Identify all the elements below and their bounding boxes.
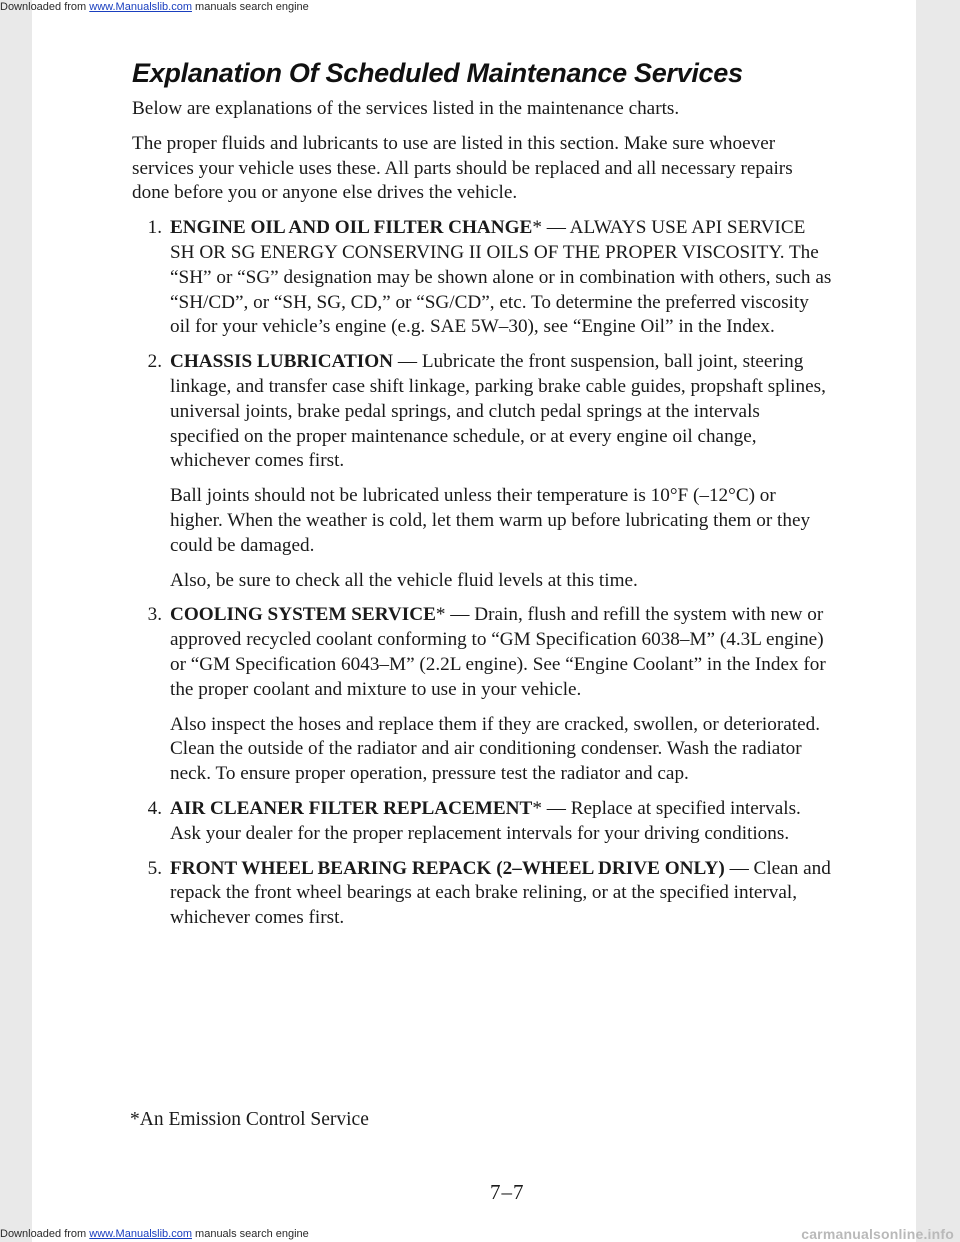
page-title: Explanation Of Scheduled Maintenance Services: [132, 58, 743, 88]
item-note: Also inspect the hoses and replace them if they are cracked, swollen, or deteriorated. Clean the outside of the radiator and air conditioning condenser. Wash the radiator neck. To ensure proper operation, pressure test the radiator and cap.: [170, 713, 820, 785]
service-item-cooling-system: [132, 603, 832, 787]
item-text: — ALWAYS USE API SERVICE SH OR SG ENERGY CONSERVING II OILS OF THE PROPER VISCOSITY. The “SH” or “SG” designation may be shown alone or in combination with others, such as “SH/CD”, or “SH, SG, CD,” or “SG/CD”, etc. To determine the preferred viscosity oil for your vehicle’s engine (e.g. SAE 5W–30), see “Engine Oil” in the Index.: [170, 217, 832, 338]
right-margin-band: [916, 0, 960, 1242]
item-note: Also, be sure to check all the vehicle fluid levels at this time.: [170, 569, 638, 591]
item-number: 5.: [147, 857, 162, 879]
service-item-wheel-bearing: [132, 857, 832, 931]
site-watermark: carmanualsonline.info: [801, 1226, 954, 1242]
page-content: [132, 58, 832, 941]
service-item-air-cleaner: [132, 797, 832, 847]
manualslib-link[interactable]: www.Manualslib.com: [89, 1228, 192, 1240]
item-note: Ball joints should not be lubricated unless their temperature is 10°F (–12°C) or higher. When the weather is cold, let them warm up before lubricating them or they could be damaged.: [170, 485, 811, 556]
item-number: 2.: [147, 351, 162, 373]
emission-star: *: [532, 797, 542, 819]
item-text: — Lubricate the front suspension, ball joint, steering linkage, and transfer case shift linkage, parking brake cable guides, propshaft splines, universal joints, brake pedal springs, and clutch pedal springs at the intervals specified on the proper maintenance schedule, or at every engine oil change, whichever comes first.: [170, 351, 826, 472]
item-term: AIR CLEANER FILTER REPLACEMENT: [170, 797, 533, 819]
item-number: 4.: [147, 797, 162, 819]
item-body: [170, 216, 832, 340]
item-term: FRONT WHEEL BEARING REPACK (2–WHEEL DRIVE ONLY): [170, 857, 725, 879]
item-number: 3.: [147, 604, 162, 626]
emission-star: *: [435, 604, 446, 626]
item-term: COOLING SYSTEM SERVICE: [170, 604, 436, 626]
emission-star: *: [532, 217, 542, 239]
item-text: — Replace at specified intervals. Ask your dealer for the proper replacement intervals for your driving conditions.: [170, 797, 801, 844]
page-number: 7–7: [490, 1180, 525, 1204]
item-text: — Clean and repack the front wheel bearings at each brake relining, or at the specified interval, whichever comes first.: [170, 857, 831, 929]
item-body: [170, 857, 832, 931]
item-text: — Drain, flush and refill the system with new or approved recycled coolant conforming to “GM Specification 6038–M” (4.3L engine) or “GM Specification 6043–M” (2.2L engine). See “Engine Coolant” in the Index for the proper coolant and mixture to use in your vehicle.: [170, 604, 826, 700]
intro-paragraph-1: Below are explanations of the services listed in the maintenance charts.: [132, 98, 680, 119]
service-list: [132, 216, 832, 931]
item-body: [170, 603, 832, 702]
item-body: [170, 797, 832, 847]
manualslib-link[interactable]: www.Manualslib.com: [89, 1, 192, 13]
service-item-chassis-lubrication: [132, 350, 832, 593]
item-term: CHASSIS LUBRICATION: [170, 351, 394, 373]
item-body: [170, 350, 832, 474]
intro-paragraph-2: The proper fluids and lubricants to use are listed in this section. Make sure whoever services your vehicle uses these. All parts should be replaced and all necessary repairs done before you or anyone else drives the vehicle.: [132, 132, 793, 204]
item-number: 1.: [147, 217, 162, 239]
top-banner: Downloaded from www.Manualslib.com manuals search engine: [0, 1, 309, 13]
emission-footnote: *An Emission Control Service: [130, 1109, 369, 1130]
bottom-banner: Downloaded from www.Manualslib.com manuals search engine: [0, 1228, 309, 1240]
item-term: ENGINE OIL AND OIL FILTER CHANGE: [170, 217, 533, 239]
left-margin-band: [0, 0, 32, 1242]
service-item-engine-oil: [132, 216, 832, 340]
